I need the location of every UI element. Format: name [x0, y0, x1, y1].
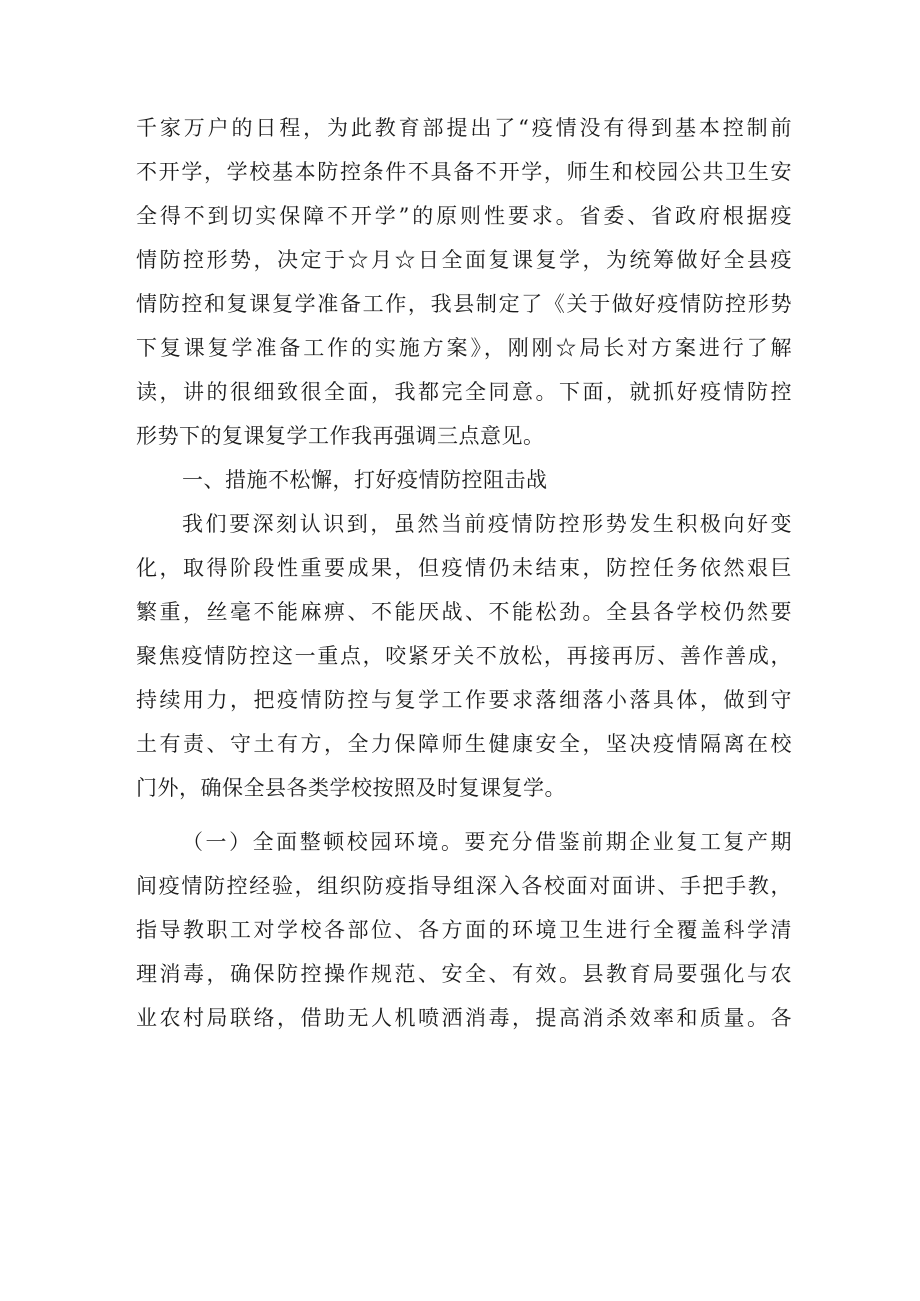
text-line: 指导教职工对学校各部位、各方面的环境卫生进行全覆盖科学清 [136, 918, 792, 942]
text-line: 情防控形势，决定于☆月☆日全面复课复学，为统筹做好全县疫 [136, 248, 792, 272]
text-line: 土有责、守土有方，全力保障师生健康安全，坚决疫情隔离在校 [136, 732, 792, 756]
text-line: 情防控和复课复学准备工作，我县制定了《关于做好疫情防控形势 [136, 292, 792, 316]
text-line: 繁重，丝毫不能麻痹、不能厌战、不能松劲。全县各学校仍然要 [136, 600, 792, 624]
text-line: 读，讲的很细致很全面，我都完全同意。下面，就抓好疫情防控 [136, 380, 792, 404]
text-line: 全得不到切实保障不开学”的原则性要求。省委、省政府根据疫 [136, 204, 792, 228]
text-line: 间疫情防控经验，组织防疫指导组深入各校面对面讲、手把手教， [136, 874, 792, 898]
text-line: （一）全面整顿校园环境。要充分借鉴前期企业复工复产期 [182, 830, 792, 854]
text-line: 下复课复学准备工作的实施方案》，刚刚☆局长对方案进行了解 [136, 336, 792, 360]
text-line: 理消毒，确保防控操作规范、安全、有效。县教育局要强化与农 [136, 962, 792, 986]
text-line: 业农村局联络，借助无人机喷洒消毒，提高消杀效率和质量。各 [136, 1006, 792, 1030]
text-line: 化，取得阶段性重要成果，但疫情仍未结束，防控任务依然艰巨 [136, 556, 792, 580]
text-line: 我们要深刻认识到，虽然当前疫情防控形势发生积极向好变 [182, 512, 792, 536]
text-line: 不开学，学校基本防控条件不具备不开学，师生和校园公共卫生安 [136, 160, 792, 184]
text-line: 千家万户的日程，为此教育部提出了“疫情没有得到基本控制前 [136, 116, 792, 140]
text-line: 持续用力，把疫情防控与复学工作要求落细落小落具体，做到守 [136, 688, 792, 712]
text-line: 门外，确保全县各类学校按照及时复课复学。 [136, 776, 566, 800]
text-line: 形势下的复课复学工作我再强调三点意见。 [136, 424, 545, 448]
text-line: 聚焦疫情防控这一重点，咬紧牙关不放松，再接再厉、善作善成， [136, 644, 792, 668]
section-heading: 一、措施不松懈，打好疫情防控阻击战 [182, 468, 548, 492]
